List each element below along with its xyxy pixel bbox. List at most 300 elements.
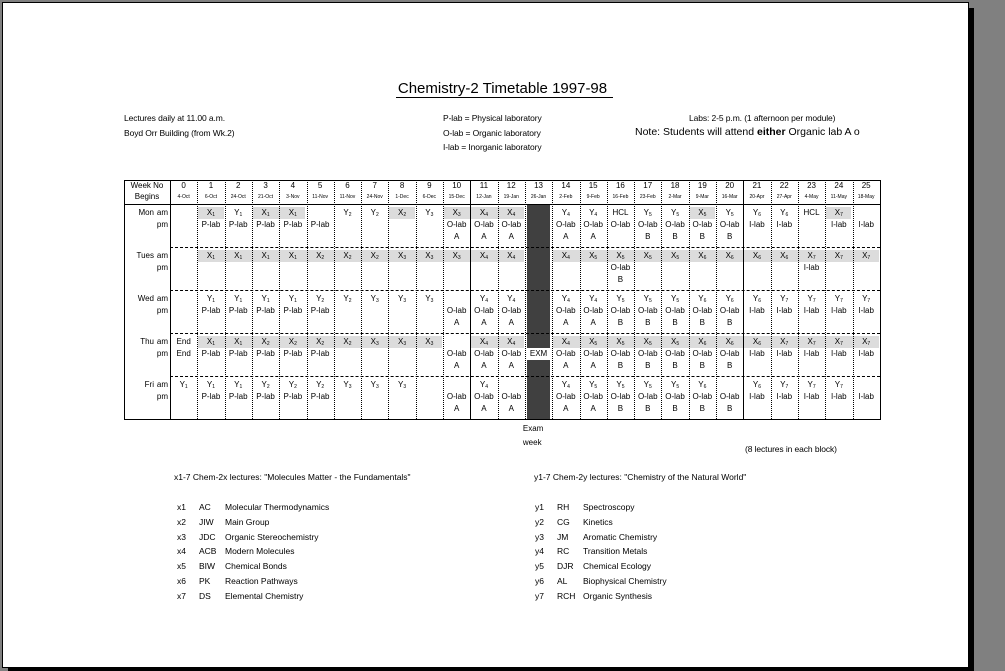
course-title: Reaction Pathways [225,576,298,586]
lecture-slot: $X_2$ [397,208,407,218]
lecture-slot: $X_3$ [425,251,434,261]
lab-slot: I-lab [858,220,874,229]
lab-slot: O-lab [556,349,576,358]
course-code: y2 [535,516,544,527]
column-divider [825,180,826,419]
lab-slot: O-lab [474,220,494,229]
course-code: x7 [177,590,186,601]
lab-slot: I-lab [776,349,793,358]
pm-slot: End [176,349,191,358]
lab-slot: I-lab [858,306,874,315]
lab-slot: I-lab [831,349,847,358]
week-number: 11 [479,181,489,190]
lab-slot: P-lab [310,220,330,229]
lab-group: A [590,404,596,413]
lab-slot: O-lab [692,392,713,401]
lab-group: B [672,404,678,413]
lecture-slot: $Y_1$ [261,294,270,304]
lecture-slot: $X_6$ [780,251,789,261]
course-lecturer: AC [199,502,211,512]
lab-group: B [726,232,733,241]
day-label: Fri [144,380,154,389]
course-code: y7 [535,590,544,601]
lab-slot: I-lab [803,263,820,272]
lab-slot: O-lab [474,306,494,315]
column-divider [634,180,635,419]
column-divider [771,180,772,419]
lab-slot: I-lab [749,392,765,401]
lecture-slot: $X_2$ [370,251,379,261]
week-begin-date: 6-Dec [422,194,436,200]
lab-slot: O-lab [637,392,658,401]
lab-group: A [508,318,514,327]
week-begin-date: 11-Nov [339,194,356,200]
week-number: 20 [725,181,735,190]
week-number: 5 [317,181,323,190]
lab-group: A [590,361,596,370]
lecture-slot: $Y_4$ [589,294,598,304]
lab-slot: O-lab [610,392,631,401]
course-lecturer: RC [557,546,570,557]
lecture-slot: $Y_5$ [643,380,652,390]
course-code: x3 [177,531,186,542]
lecture-slot: $X_7$ [807,337,816,347]
lecture-slot: $Y_6$ [698,294,707,304]
lecture-slot: $X_5$ [589,337,598,347]
lab-group: B [726,318,733,327]
info-note: Note: Students will attend either Organic lab A o [635,126,860,138]
week-number: 18 [670,181,680,190]
lab-slot: P-lab [283,392,303,401]
column-divider [498,180,499,419]
lecture-slot: $X_3$ [397,251,407,261]
course-title: Chemical Bonds [225,561,287,572]
lecture-slot: $Y_7$ [834,294,843,304]
lecture-slot: $X_1$ [206,337,215,347]
lecture-slot: $Y_2$ [288,380,297,390]
grid-border-right [880,180,881,420]
week-no-label: Week No [130,181,164,190]
lecture-slot: $X_2$ [343,337,352,347]
lecture-slot: $Y_2$ [261,380,270,390]
lab-slot: O-lab [610,263,631,272]
lab-slot: O-lab [583,220,603,229]
lab-slot: O-lab [692,306,713,315]
lab-slot: O-lab [719,306,740,315]
lab-slot: P-lab [256,349,275,358]
am-label: am [156,337,168,346]
lecture-slot: $Y_7$ [807,380,816,390]
lab-slot: I-lab [803,392,820,401]
lecture-slot: $X_7$ [834,337,843,347]
week-number: 6 [345,181,350,190]
column-divider [580,180,581,419]
label-column-separator [170,180,171,419]
column-divider [552,180,553,419]
exam-week-label [523,422,554,450]
lab-group: B [699,361,705,370]
lab-slot: O-lab [665,392,685,401]
week-begin-date: 27-Apr [776,194,792,200]
lecture-slot: $Y_6$ [780,208,789,218]
lecture-slot: $X_4$ [507,251,516,261]
lab-group: B [726,404,733,413]
lab-slot: P-lab [283,306,303,315]
week-begin-date: 3-Nov [286,194,300,200]
lab-group: B [672,232,678,241]
lab-slot: O-lab [665,306,685,315]
lab-group: B [726,361,733,370]
lab-slot: P-lab [228,306,248,315]
lecture-slot: $X_2$ [261,337,270,347]
lecture-slot: HCL [803,208,820,217]
lecture-slot: $X_5$ [616,251,625,261]
lab-slot: P-lab [201,220,221,229]
lecture-slot: $X_4$ [561,251,570,261]
column-divider [416,180,417,419]
week-begin-date: 26-Jan [530,194,547,200]
lab-slot: I-lab [803,306,820,315]
course-lecturer: RCH [557,590,576,601]
lecture-slot: $Y_2$ [343,208,352,218]
course-code: x1 [177,502,186,512]
course-lecturer: JDC [199,531,216,542]
column-divider [443,180,444,419]
lecture-slot: $Y_6$ [752,380,761,390]
column-divider [197,180,198,419]
lab-slot: P-lab [228,220,248,229]
lab-group: B [617,275,624,284]
week-begin-date: 19-Jan [503,194,519,200]
lecture-slot: $Y_4$ [589,208,598,218]
column-divider [388,180,389,419]
lecture-slot: $Y_3$ [425,208,434,218]
course-code: y1 [535,502,544,512]
lab-group: A [481,361,487,370]
week-begin-date: 11-Nov [312,194,329,200]
lecture-slot: $X_2$ [288,337,297,347]
lab-slot: O-lab [583,392,603,401]
lecture-slot: $X_4$ [507,208,516,218]
lecture-slot: $X_7$ [780,337,789,347]
course-code: y6 [535,576,544,586]
lab-slot: I-lab [776,306,793,315]
am-label: am [156,251,168,260]
week-begin-date: 4-Oct [177,194,190,200]
week-number: 8 [399,181,405,190]
lab-group: B [699,232,705,241]
lecture-slot: $Y_6$ [752,294,761,304]
lab-group: B [645,232,651,241]
week-number: 25 [861,181,871,190]
course-lecturer: JIW [199,516,214,527]
course-title: Kinetics [583,516,613,527]
lab-slot: I-lab [776,220,793,229]
lab-group: B [672,361,678,370]
week-begin-date: 15-Dec [448,194,465,200]
lab-group: A [481,318,487,327]
day-label: Thu [140,337,154,346]
x-lectures-heading: x1-7 Chem-2x lectures: "Molecules Matter - the Fundamentals" [174,472,411,482]
lecture-slot: $X_7$ [807,251,816,261]
lecture-slot: $X_1$ [261,208,270,218]
lecture-slot: $X_5$ [643,337,652,347]
week-number: 2 [236,181,241,190]
week-begin-date: 1-Dec [395,194,409,200]
lab-group: A [481,232,487,241]
lecture-slot: $X_4$ [507,337,516,347]
lecture-slot: $X_6$ [698,251,707,261]
info-olab: O-lab = Organic laboratory [443,128,541,138]
grid-border-left [124,180,125,419]
week-number: 24 [834,181,844,190]
lecture-slot: $Y_1$ [288,294,297,304]
lecture-slot: $X_1$ [288,251,297,261]
lab-slot: O-lab [583,306,603,315]
lab-slot: P-lab [310,349,330,358]
column-divider [334,180,335,419]
lecture-slot: $Y_5$ [670,380,680,390]
lab-slot: P-lab [256,306,275,315]
lecture-slot: $X_6$ [752,337,761,347]
lecture-slot: $X_3$ [397,337,407,347]
week-begin-date: 16-Feb [612,194,629,200]
lab-group: A [590,318,596,327]
lab-slot: I-lab [831,392,847,401]
course-lecturer: DJR [557,561,574,572]
lab-slot: O-lab [501,392,522,401]
lab-group: A [508,361,514,370]
lab-group: A [508,404,514,413]
lab-group: A [453,232,460,241]
lecture-slot: $Y_2$ [316,294,325,304]
lecture-slot: $X_6$ [752,251,761,261]
lecture-slot: $Y_3$ [425,294,434,304]
course-code: x6 [177,576,186,586]
lecture-slot: $X_3$ [370,337,379,347]
lab-group: B [617,404,624,413]
pm-label: pm [156,349,168,358]
lecture-slot: $Y_7$ [834,380,843,390]
lecture-slot: $X_5$ [616,337,625,347]
lecture-slot: $Y_3$ [343,380,352,390]
week-number: 7 [372,181,377,190]
course-title: Organic Synthesis [583,590,652,601]
lecture-slot: $X_5$ [643,251,652,261]
lecture-slot: $Y_3$ [370,380,379,390]
lecture-slot: $Y_3$ [397,380,407,390]
lab-slot: I-lab [858,349,874,358]
lecture-slot: $X_4$ [479,208,488,218]
term-separator [470,180,471,419]
lab-group: B [699,404,705,413]
lecture-slot: $Y_5$ [643,294,652,304]
lab-slot: P-lab [228,349,248,358]
lab-slot: I-lab [749,349,765,358]
lab-slot: O-lab [719,349,740,358]
lecture-slot: $Y_7$ [780,380,789,390]
lecture-slot: $Y_1$ [206,380,215,390]
lecture-slot: $X_1$ [234,337,243,347]
week-begin-date: 4-May [804,194,819,200]
lab-slot: P-lab [256,392,275,401]
day-divider [170,290,880,291]
lecture-slot: $X_4$ [561,337,570,347]
info-plab: P-lab = Physical laboratory [443,113,542,123]
lab-slot: O-lab [446,220,467,229]
lecture-slot: $Y_4$ [507,294,516,304]
week-number: 15 [588,181,598,190]
lab-group: B [617,318,624,327]
lab-group: A [453,404,460,413]
lecture-slot: $X_1$ [206,251,215,261]
lab-slot: I-lab [749,220,765,229]
course-code: y4 [535,546,544,557]
lecture-slot: $Y_1$ [234,294,243,304]
lecture-slot: $X_1$ [261,251,270,261]
lecture-slot: $X_5$ [698,208,707,218]
lab-slot: O-lab [665,349,685,358]
grid-border-bottom [124,419,881,420]
pm-label: pm [156,392,168,401]
week-number: 9 [427,181,432,190]
course-title: Elemental Chemistry [225,590,304,601]
lecture-slot: $X_7$ [862,337,871,347]
lab-group: A [508,232,514,241]
lecture-slot: $Y_7$ [862,294,871,304]
lecture-slot: $Y_6$ [725,294,734,304]
info-lectures: Lectures daily at 11.00 a.m. [124,113,225,123]
lab-slot: O-lab [556,220,576,229]
column-divider [252,180,253,419]
lecture-slot: $Y_2$ [316,380,325,390]
week-number: 19 [697,181,707,190]
lecture-slot: $X_3$ [452,208,461,218]
day-divider [170,376,880,377]
lecture-slot: $Y_5$ [670,208,680,218]
week-number: 10 [452,181,462,190]
lab-slot: O-lab [446,349,467,358]
lab-group: A [590,232,596,241]
lab-slot: O-lab [474,392,494,401]
lecture-slot: $X_7$ [862,251,871,261]
week-begin-date: 6-Oct [204,194,218,200]
column-divider [607,180,608,419]
week-begin-date: 2-Mar [668,194,682,200]
course-lecturer: AL [557,576,568,586]
lab-slot: I-lab [749,306,765,315]
lecture-slot: $Y_7$ [780,294,789,304]
lecture-slot: $X_5$ [670,251,680,261]
lecture-slot: $X_7$ [834,251,843,261]
lecture-slot: $X_1$ [234,251,243,261]
grid-border-top [124,180,880,181]
lecture-slot: $X_3$ [452,251,461,261]
week-begin-date: 9-Mar [695,194,709,200]
lab-group: B [699,318,705,327]
lecture-slot: $Y_4$ [479,294,488,304]
lab-slot: P-lab [201,306,221,315]
lab-group: A [453,361,460,370]
lab-slot: O-lab [446,392,467,401]
week-number: 0 [181,181,186,190]
column-divider [225,180,226,419]
course-code: y5 [535,561,544,572]
column-divider [307,180,308,419]
lab-slot: O-lab [501,349,522,358]
course-title: Spectroscopy [583,502,635,512]
lab-group: A [453,318,460,327]
lecture-slot: $Y_5$ [643,208,652,218]
lab-group: B [672,318,678,327]
week-begin-date: 24-Nov [366,194,383,200]
lecture-slot: HCL [612,208,629,217]
lecture-slot: $Y_5$ [616,380,625,390]
course-code: x5 [177,561,186,572]
lecture-slot: $X_3$ [425,337,434,347]
lab-slot: I-lab [831,306,847,315]
lecture-slot: $Y_1$ [234,380,243,390]
lab-group: B [645,318,651,327]
lecture-slot: $X_2$ [316,251,325,261]
week-begin-date: 16-Mar [721,194,738,200]
lab-slot: I-lab [831,220,847,229]
lab-slot: O-lab [692,220,713,229]
week-begin-date: 18-May [857,194,875,200]
course-title: Organic Stereochemistry [225,531,319,542]
lecture-slot: $Y_6$ [752,208,761,218]
course-code: y3 [535,531,544,542]
lecture-slot: $Y_1$ [206,294,215,304]
week-number: 22 [779,181,789,190]
info-building: Boyd Orr Building (from Wk.2) [124,128,235,138]
column-divider [525,180,526,419]
lab-slot: P-lab [201,392,221,401]
lecture-slot: $X_4$ [479,337,488,347]
lecture-slot: $X_5$ [670,337,680,347]
lecture-slot: $Y_5$ [670,294,680,304]
lab-slot: I-lab [776,392,793,401]
column-divider [661,180,662,419]
lab-slot: O-lab [637,220,658,229]
lecture-slot: $Y_7$ [807,294,816,304]
lab-group: B [645,361,651,370]
lecture-slot: $Y_5$ [725,208,734,218]
am-label: am [156,380,168,389]
course-lecturer: JM [557,531,569,542]
course-title: Modern Molecules [225,546,295,557]
course-lecturer: BIW [199,561,216,572]
pm-label: pm [156,220,168,229]
am-label: am [156,294,168,303]
lab-slot: O-lab [446,306,467,315]
lab-slot: P-lab [310,306,330,315]
column-divider [853,180,854,419]
lecture-slot: $X_6$ [725,251,734,261]
lecture-slot: $Y_2$ [343,294,352,304]
week-begin-date: 24-Oct [230,194,246,200]
lectures-note: (8 lectures in each block) [745,444,837,454]
header-separator [124,204,880,205]
day-divider [170,333,880,334]
lab-slot: EXM [526,348,551,360]
lab-slot: O-lab [719,220,740,229]
exam-week-label-line: week [522,438,542,447]
lab-slot: P-lab [283,349,303,358]
course-title: Main Group [225,516,270,527]
lab-slot: I-lab [858,392,874,401]
week-number: 12 [506,181,516,190]
